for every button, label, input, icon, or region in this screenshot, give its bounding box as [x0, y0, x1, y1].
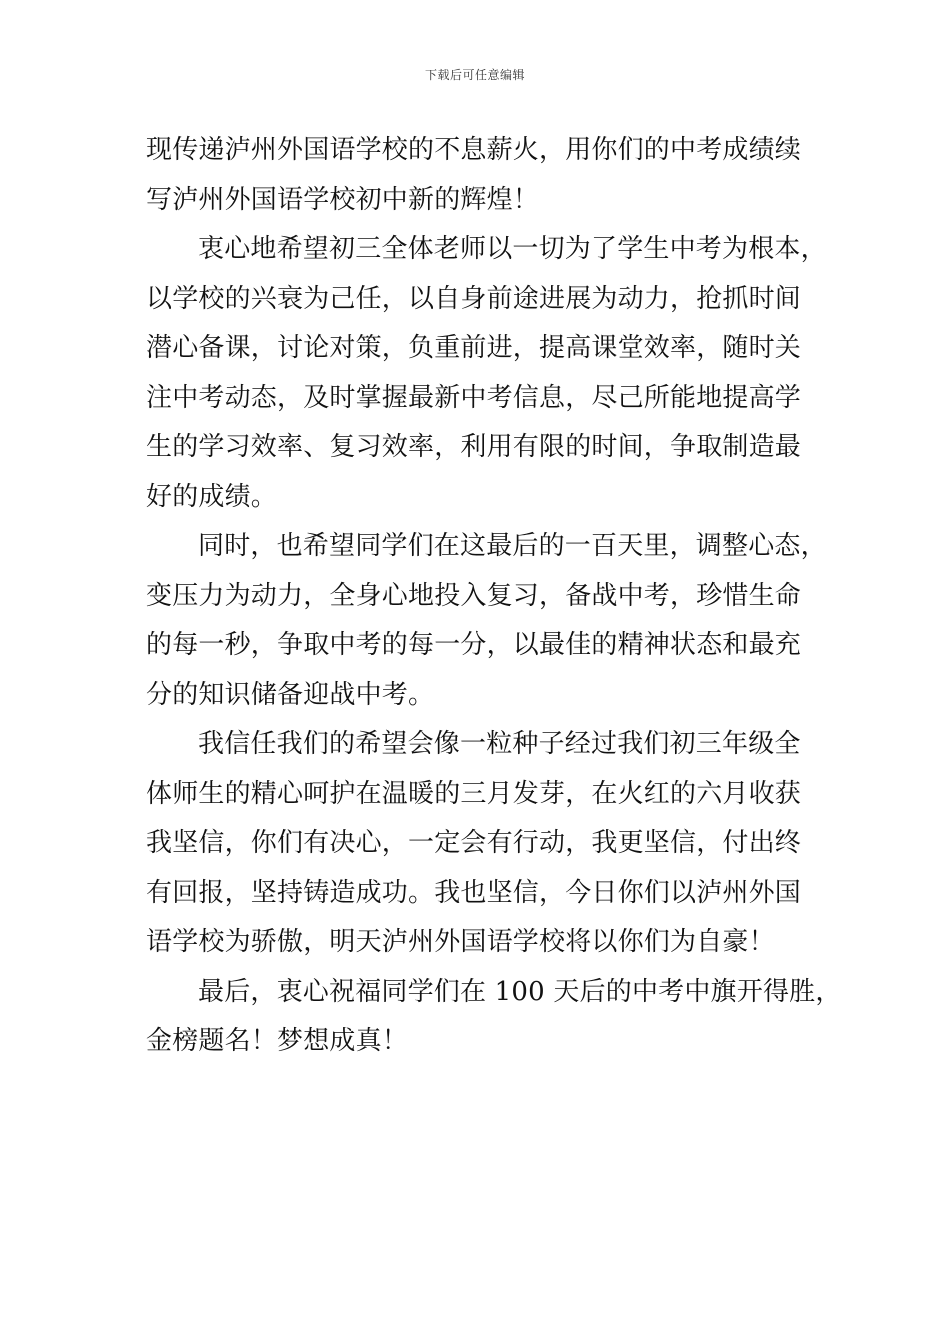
text-line: 以学校的兴衰为己任，以自身前途进展为动力，抢抓时间 — [146, 283, 802, 314]
text-line: 分的知识储备迎战中考。 — [146, 679, 435, 710]
text-line: 体师生的精心呵护在温暖的三月发芽，在火红的六月收获 — [146, 778, 802, 809]
text-line: 变压力为动力，全身心地投入复习，备战中考，珍惜生命 — [146, 580, 802, 611]
text-line: 写泸州外国语学校初中新的辉煌！ — [146, 184, 540, 215]
text-line: 我信任我们的希望会像一粒种子经过我们初三年级全 — [198, 729, 801, 759]
text-line: 衷心地希望初三全体老师以一切为了学生中考为根本， — [198, 234, 827, 264]
text-line: 生的学习效率、复习效率，利用有限的时间，争取制造最 — [146, 432, 802, 462]
text-line: 语学校为骄傲，明天泸州外国语学校将以你们为自豪！ — [146, 927, 775, 957]
text-line: 注中考动态，及时掌握最新中考信息，尽己所能地提高学 — [146, 382, 802, 413]
text-line: 有回报，坚持铸造成功。我也坚信，今日你们以泸州外国 — [146, 877, 802, 908]
text-line: 潜心备课，讨论对策，负重前进，提高课堂效率，随时关 — [146, 333, 802, 363]
text-line: 现传递泸州外国语学校的不息薪火，用你们的中考成绩续 — [146, 135, 802, 165]
document-body — [146, 126, 846, 1067]
text-line: 最后，衷心祝福同学们在 100 天后的中考中旗开得胜， — [198, 976, 842, 1007]
text-line: 好的成绩。 — [146, 481, 278, 512]
text-line: 同时，也希望同学们在这最后的一百天里，调整心态， — [198, 531, 827, 561]
text-line: 的每一秒，争取中考的每一分，以最佳的精神状态和最充 — [146, 630, 802, 660]
text-line: 金榜题名！梦想成真！ — [146, 1026, 409, 1056]
header-note: 下载后可任意编辑 — [424, 68, 525, 82]
text-line: 我坚信，你们有决心，一定会有行动，我更坚信，付出终 — [146, 828, 802, 858]
